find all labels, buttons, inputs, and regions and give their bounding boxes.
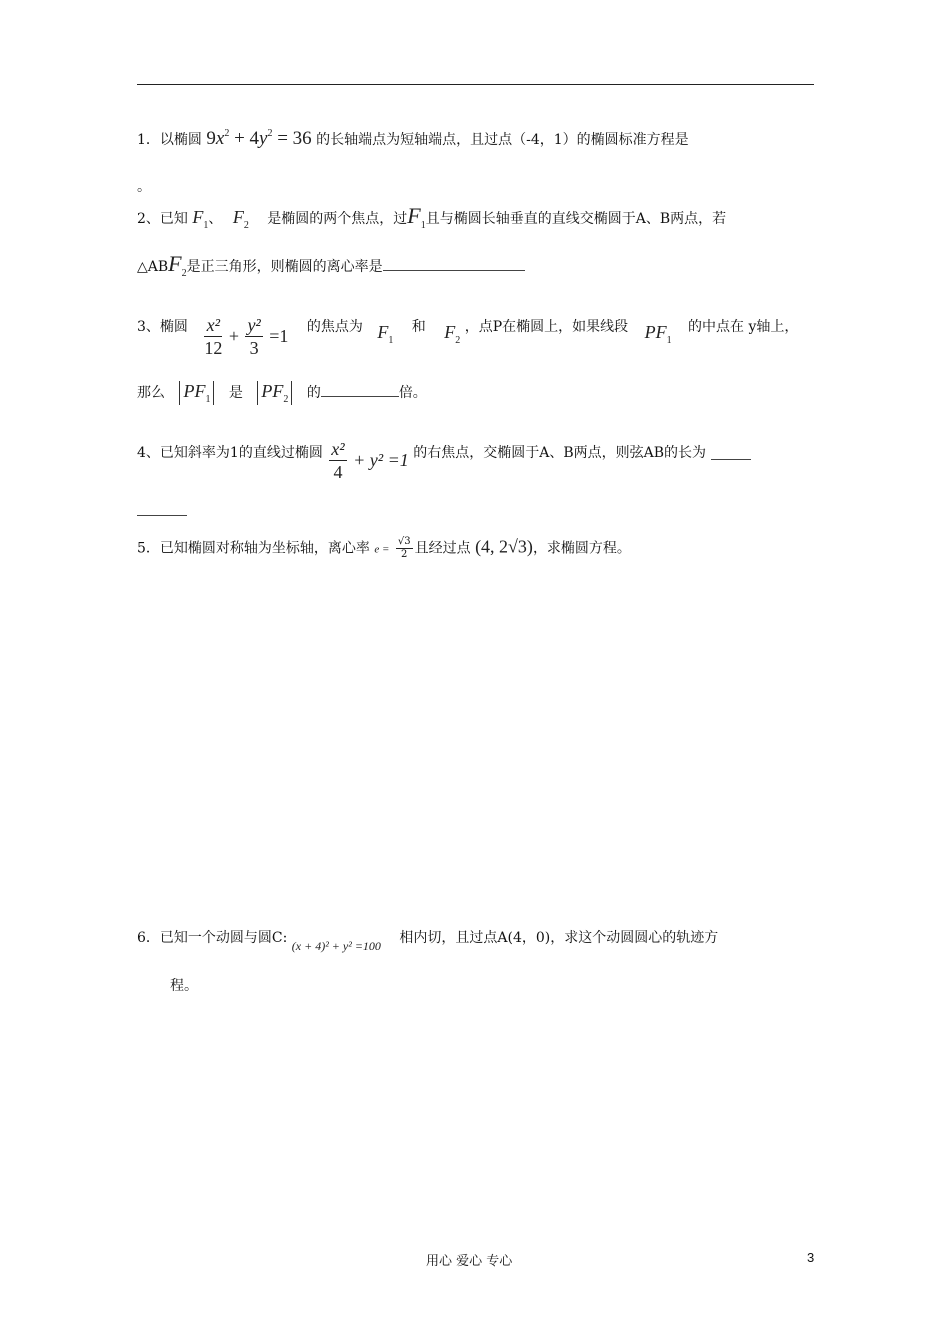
problem-2-answer-blank: [383, 269, 525, 271]
problem-5-text1: 且经过点: [414, 540, 471, 557]
problem-3-answer-blank: [321, 395, 399, 397]
problem-3-plus: +: [228, 326, 239, 346]
problem-1-cont: 。: [137, 179, 151, 195]
problem-3-line2a: 那么: [137, 385, 165, 401]
problem-3-and: 和: [411, 319, 426, 335]
problem-3: [137, 314, 798, 364]
problem-2-text2: 且与椭圆长轴垂直的直线交椭圆于A、B两点，若: [425, 211, 727, 227]
problem-2-line2: [137, 251, 525, 277]
problem-3-f1: $F_1$: [377, 322, 394, 346]
problem-3-line2c: 的: [306, 385, 321, 401]
problem-5-e: e =: [374, 543, 390, 556]
problem-2-f1: $F_1$: [192, 207, 209, 231]
problem-4-text: 的右焦点，交椭圆于A、B两点，则弦AB的长为: [413, 445, 707, 461]
problem-2-sep: 、: [208, 211, 223, 227]
problem-3-fraction-1: $\frac{\text{x²}}{12}$: [204, 315, 223, 358]
problem-3-line2: [137, 381, 427, 405]
problem-4: [137, 438, 751, 488]
problem-3-f2: $F_2$: [444, 322, 461, 346]
problem-3-fraction-2: $\frac{\text{y²}}{3}$: [247, 315, 261, 358]
problem-3-line2b: 是: [228, 385, 243, 401]
problem-1-equation: $9x^2 + 4y^2 = 36$: [206, 128, 312, 149]
problem-3-text3: 的中点在 y轴上，: [688, 319, 799, 335]
problem-6-text: 相内切，且过点A(4，0)，求这个动圆圆心的轨迹方: [399, 930, 719, 946]
problem-4-equation-rest: + y² =1: [353, 450, 409, 470]
problem-1-text: 的长轴端点为短轴端点，且过点（-4，1）的椭圆标准方程是: [316, 132, 689, 148]
problem-2-triangle: △AB: [137, 259, 169, 275]
problem-3-abs-pf1: $PF_1$: [179, 381, 214, 405]
problem-5-eccentricity-fraction: $\frac{√3}{2}$: [397, 536, 411, 560]
problem-4-answer-blank-1: [711, 458, 751, 460]
problem-5: [137, 536, 631, 561]
problem-3-text1: 的焦点为: [306, 319, 363, 335]
problem-2-text1: 是椭圆的两个焦点，过: [267, 211, 408, 227]
problem-3-text2: ，点P在椭圆上，如果线段: [464, 319, 629, 335]
problem-4-answer-blank-2: [137, 514, 187, 516]
problem-3-line2d: 倍。: [398, 385, 427, 401]
problem-1: [137, 128, 689, 150]
problem-5-prefix: 5．已知椭圆对称轴为坐标轴，离心率: [137, 540, 370, 557]
problem-4-fraction: $\frac{\text{x²}}{4}$: [331, 439, 345, 482]
problem-6-equation: (x + 4)² + y² =100: [291, 939, 381, 953]
problem-1-prefix: 1．以椭圆: [137, 132, 202, 148]
header-rule: [137, 84, 814, 85]
problem-2-prefix: 2、已知: [137, 211, 188, 227]
problem-3-equals: =1: [269, 326, 289, 346]
problem-4-line2: [137, 504, 187, 520]
problem-2-f2: $F_2$: [232, 207, 249, 231]
problem-2: [137, 203, 726, 229]
problem-2-f2b: $F_2$: [168, 251, 187, 279]
problem-3-prefix: 3、椭圆: [137, 319, 188, 335]
page-number: 3: [807, 1250, 815, 1265]
problem-2-text3: 是正三角形，则椭圆的离心率是: [186, 259, 383, 275]
problem-3-abs-pf2: $PF_2$: [257, 381, 292, 405]
problem-6-prefix: 6．已知一个动圆与圆C:: [137, 930, 288, 946]
problem-4-prefix: 4、已知斜率为1的直线过椭圆: [137, 445, 323, 461]
problem-6-cont: 程。: [170, 978, 198, 994]
problem-2-f1b: $F_1$: [407, 203, 426, 231]
problem-6: [137, 927, 719, 953]
problem-5-text2: ，求椭圆方程。: [532, 540, 631, 557]
footer-slogan: 用心 爱心 专心: [426, 1254, 513, 1269]
problem-3-pf1: $PF_1$: [644, 322, 672, 346]
problem-5-point: (4, 2√3): [475, 536, 533, 557]
